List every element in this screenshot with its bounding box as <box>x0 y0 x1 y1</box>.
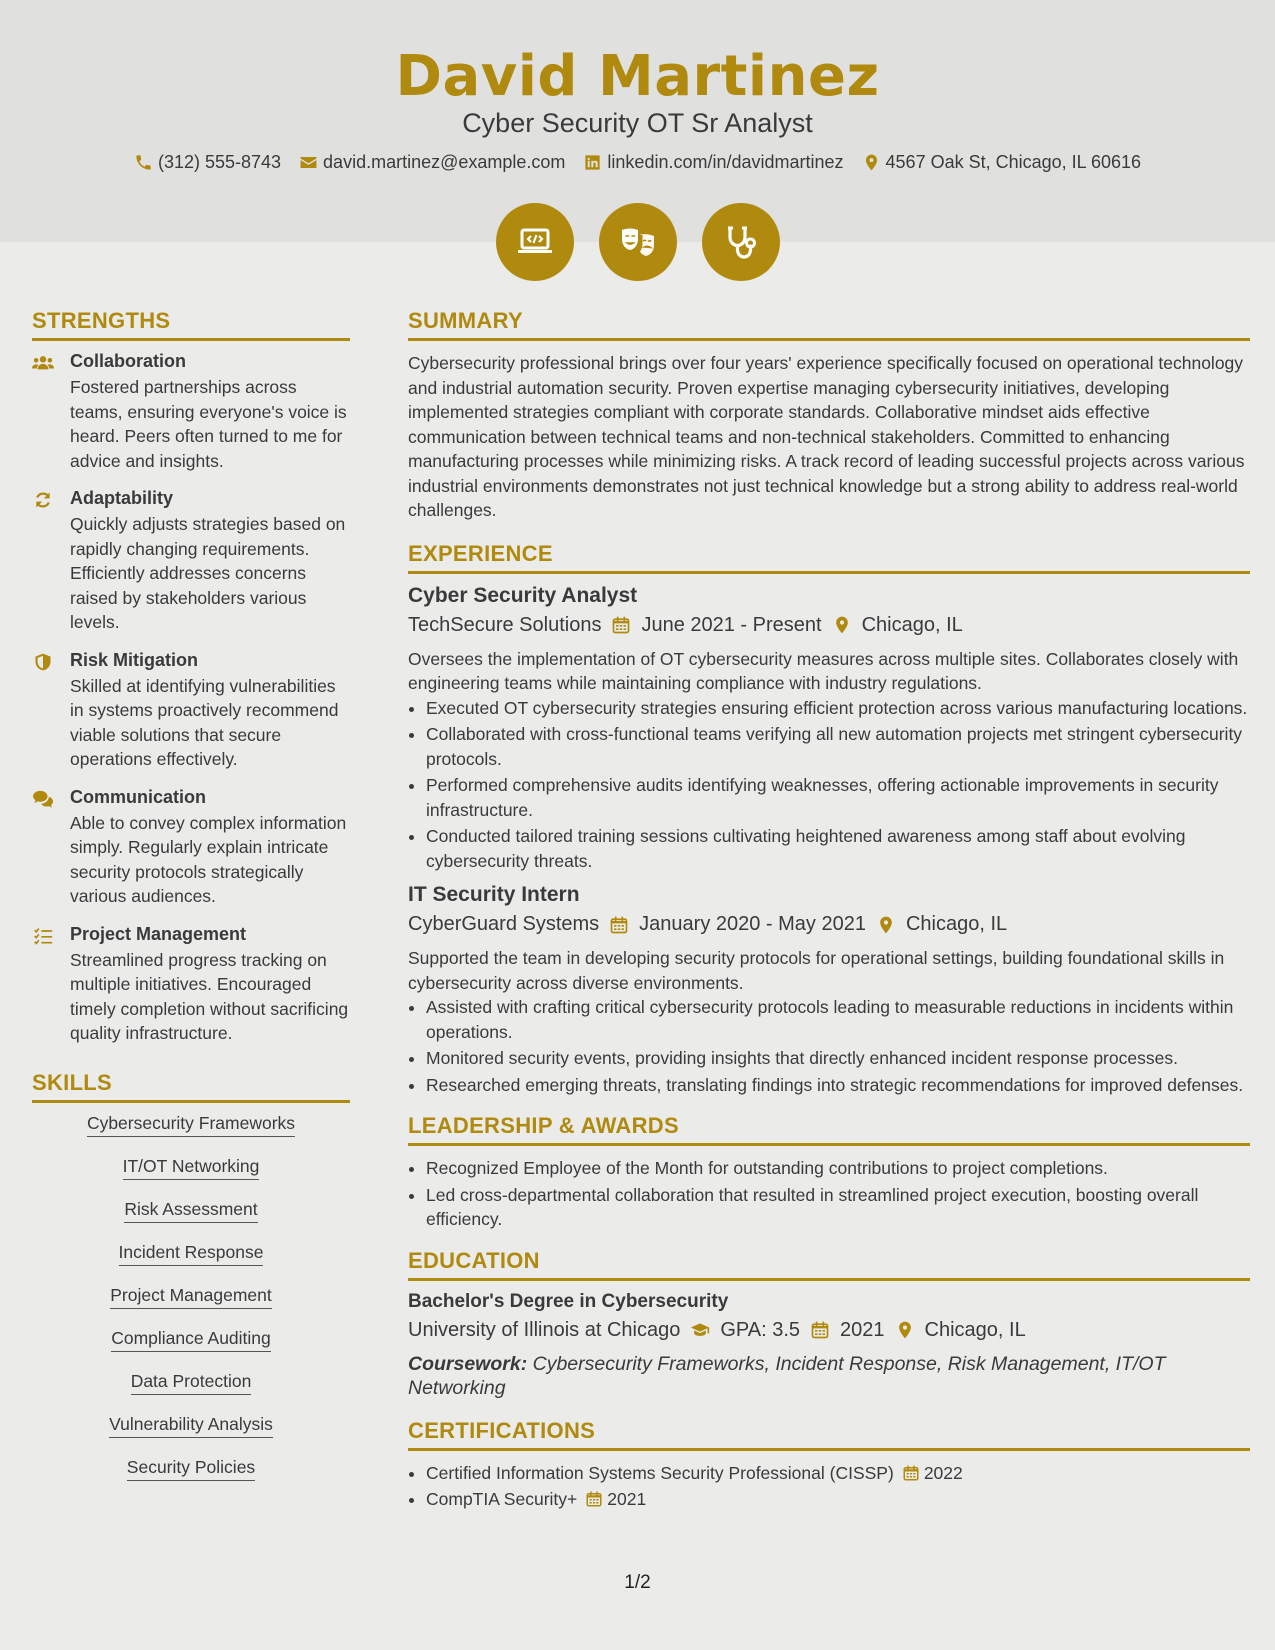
laptop-code-icon <box>515 222 555 262</box>
contact-bar <box>0 152 1275 173</box>
map-pin-icon <box>876 915 896 935</box>
left-column <box>32 308 350 1500</box>
strength-desc: Streamlined progress tracking on multiple initiatives. Encouraged timely completion without sacrificing quality infrastructure. <box>70 949 349 1043</box>
certification-item <box>426 1487 1250 1512</box>
degree-title: Bachelor's Degree in Cybersecurity <box>408 1290 729 1312</box>
job-desc: Supported the team in developing security protocols for operational settings, building foundational skills in cybersecurity across diverse environments. <box>408 948 1225 993</box>
contact-phone[interactable] <box>134 152 281 173</box>
strength-title: Adaptability <box>70 488 174 508</box>
summary-text: Cybersecurity professional brings over four years' experience specifically focused on operational technology and industrial automation security. Proven expertise managing cybersecurity initiatives, developing implemented strategies compliant with corporate standards. Collaborative mindset aids effective communication between technical teams and non-technical stakeholders. Committed to enhancing manufacturing processes while minimizing risks. A track record of leading successful projects across various industrial environments demonstrates not just technical knowledge but a strong ability to address real-world challenges. <box>408 353 1245 520</box>
sync-icon <box>32 490 54 510</box>
comments-icon <box>32 789 54 809</box>
strength-desc: Fostered partnerships across teams, ensuring everyone's voice is heard. Peers often turned to me for advice and insights. <box>70 377 347 471</box>
phone-text: (312) 555-8743 <box>157 152 282 172</box>
strength-item <box>32 924 350 1046</box>
users-icon <box>32 353 54 373</box>
job-bullets <box>408 995 1250 1097</box>
skills-list <box>32 1113 350 1500</box>
job-bullet: • Performed comprehensive audits identifying weaknesses, offering actionable improvements in security infrastructure. <box>426 773 1250 822</box>
experience-heading: EXPERIENCE <box>408 541 1250 574</box>
map-pin-icon <box>862 153 881 172</box>
job-location: Chicago, IL <box>861 613 963 636</box>
education-location: Chicago, IL <box>924 1318 1026 1341</box>
contact-linkedin[interactable] <box>583 152 843 173</box>
skill-item: Cybersecurity Frameworks <box>87 1113 295 1137</box>
graduation-year: 2021 <box>840 1318 885 1341</box>
certification-year: 2021 <box>607 1489 647 1509</box>
certification-name: • Certified Information Systems Security Professional (CISSP) <box>426 1462 894 1483</box>
job-bullet: • Monitored security events, providing insights that directly enhanced incident response processes. <box>426 1046 1250 1071</box>
stethoscope-icon <box>721 222 761 262</box>
strength-desc: Able to convey complex information simply. Regularly explain intricate security protocols strategically various audiences. <box>70 812 347 906</box>
envelope-icon <box>299 153 318 172</box>
job-dates: January 2020 - May 2021 <box>639 913 866 935</box>
skill-item: IT/OT Networking <box>123 1156 260 1180</box>
shield-icon <box>32 652 54 672</box>
coursework-text: Cybersecurity Frameworks, Incident Response, Risk Management, IT/OT Networking <box>408 1352 1166 1399</box>
certifications-list <box>408 1461 1250 1512</box>
linkedin-text: linkedin.com/in/davidmartinez <box>607 152 844 172</box>
calendar-icon <box>902 1464 920 1482</box>
theater-masks-icon <box>618 222 658 262</box>
leadership-item: • Recognized Employee of the Month for outstanding contributions to project completions. <box>426 1156 1250 1181</box>
school-name: University of Illinois at Chicago <box>408 1318 681 1341</box>
leadership-list <box>408 1156 1250 1232</box>
contact-email[interactable] <box>299 152 565 173</box>
page-number: 1/2 <box>624 1572 651 1593</box>
strength-item <box>32 650 350 772</box>
calendar-icon <box>609 915 629 935</box>
skill-item: Data Protection <box>131 1371 252 1395</box>
strength-title: Collaboration <box>70 351 186 371</box>
map-pin-icon <box>895 1320 915 1340</box>
strength-item <box>32 787 350 909</box>
calendar-icon <box>810 1320 830 1340</box>
job-title: IT Security Intern <box>408 883 580 906</box>
strength-desc: Quickly adjusts strategies based on rapidly changing requirements. Efficiently addresses concerns raised by stakeholders various levels. <box>70 514 346 632</box>
address-text: 4567 Oak St, Chicago, IL 60616 <box>885 152 1142 172</box>
strength-item <box>32 488 350 635</box>
job-location: Chicago, IL <box>905 913 1008 935</box>
skill-item: Incident Response <box>119 1242 264 1266</box>
hobby-icons <box>0 203 1275 281</box>
certification-year: 2022 <box>923 1462 963 1483</box>
skill-item: Risk Assessment <box>124 1199 257 1223</box>
summary-heading: SUMMARY <box>408 308 1250 341</box>
job-entry <box>408 883 1250 1097</box>
calendar-icon <box>611 615 631 635</box>
strength-title: Communication <box>70 786 207 807</box>
strength-title: Risk Mitigation <box>70 649 199 670</box>
job-bullet: • Researched emerging threats, translating findings into strategic recommendations for improved defenses. <box>426 1073 1250 1098</box>
job-company: TechSecure Solutions <box>408 613 602 636</box>
skill-item: Project Management <box>110 1285 271 1309</box>
strengths-heading: STRENGTHS <box>32 308 350 341</box>
leadership-item: • Led cross-departmental collaboration that resulted in streamlined project execution, boosting overall efficiency. <box>426 1183 1250 1232</box>
strength-item <box>32 351 350 473</box>
contact-address <box>862 152 1142 173</box>
job-desc: Oversees the implementation of OT cybersecurity measures across multiple sites. Collaborates closely with engineering teams while maintaining compliance with industry regulations. <box>408 648 1239 693</box>
tasks-icon <box>32 926 54 946</box>
job-title: Cyber Security Analyst <box>408 583 638 607</box>
education-heading: EDUCATION <box>408 1248 1250 1281</box>
hobby-circle-masks <box>599 203 677 281</box>
linkedin-icon <box>583 153 602 172</box>
candidate-name: David Martinez <box>395 44 880 109</box>
job-bullet: • Executed OT cybersecurity strategies ensuring efficient protection across various manufacturing locations. <box>426 696 1250 721</box>
certifications-heading: CERTIFICATIONS <box>408 1418 1250 1451</box>
skill-item: Vulnerability Analysis <box>109 1414 273 1438</box>
strength-title: Project Management <box>70 923 247 944</box>
email-text: david.martinez@example.com <box>323 152 566 172</box>
leadership-heading: LEADERSHIP & AWARDS <box>408 1113 1250 1146</box>
certification-item <box>426 1461 1250 1486</box>
job-bullets <box>408 696 1250 874</box>
hobby-circle-laptop <box>496 203 574 281</box>
gpa-text: GPA: 3.5 <box>720 1318 801 1341</box>
strength-desc: Skilled at identifying vulnerabilities in systems proactively recommend viable solutions that secure operations effectively. <box>70 675 339 769</box>
coursework <box>408 1352 1250 1400</box>
map-pin-icon <box>832 615 852 635</box>
job-meta <box>408 614 1250 637</box>
job-company: CyberGuard Systems <box>408 913 600 935</box>
skill-item: Compliance Auditing <box>111 1328 271 1352</box>
job-entry <box>408 584 1250 874</box>
candidate-role: Cyber Security OT Sr Analyst <box>462 108 813 138</box>
calendar-icon <box>585 1490 603 1508</box>
skill-item: Security Policies <box>127 1457 255 1481</box>
skills-heading: SKILLS <box>32 1070 350 1103</box>
phone-icon <box>134 153 153 172</box>
job-meta <box>408 913 1250 936</box>
job-dates: June 2021 - Present <box>641 613 822 636</box>
job-bullet: • Assisted with crafting critical cybersecurity protocols leading to measurable reductions in incidents within operations. <box>426 995 1250 1044</box>
right-column <box>408 308 1250 1514</box>
coursework-label: Coursework: <box>408 1352 528 1375</box>
job-bullet: • Collaborated with cross-functional teams verifying all new automation projects met stringent cybersecurity protocols. <box>426 722 1250 771</box>
job-bullet: • Conducted tailored training sessions cultivating heightened awareness among staff about evolving cybersecurity threats. <box>426 824 1250 873</box>
certification-name: • CompTIA Security+ <box>426 1489 578 1509</box>
hobby-circle-stethoscope <box>702 203 780 281</box>
graduation-cap-icon <box>690 1320 710 1340</box>
education-meta <box>408 1319 1250 1342</box>
